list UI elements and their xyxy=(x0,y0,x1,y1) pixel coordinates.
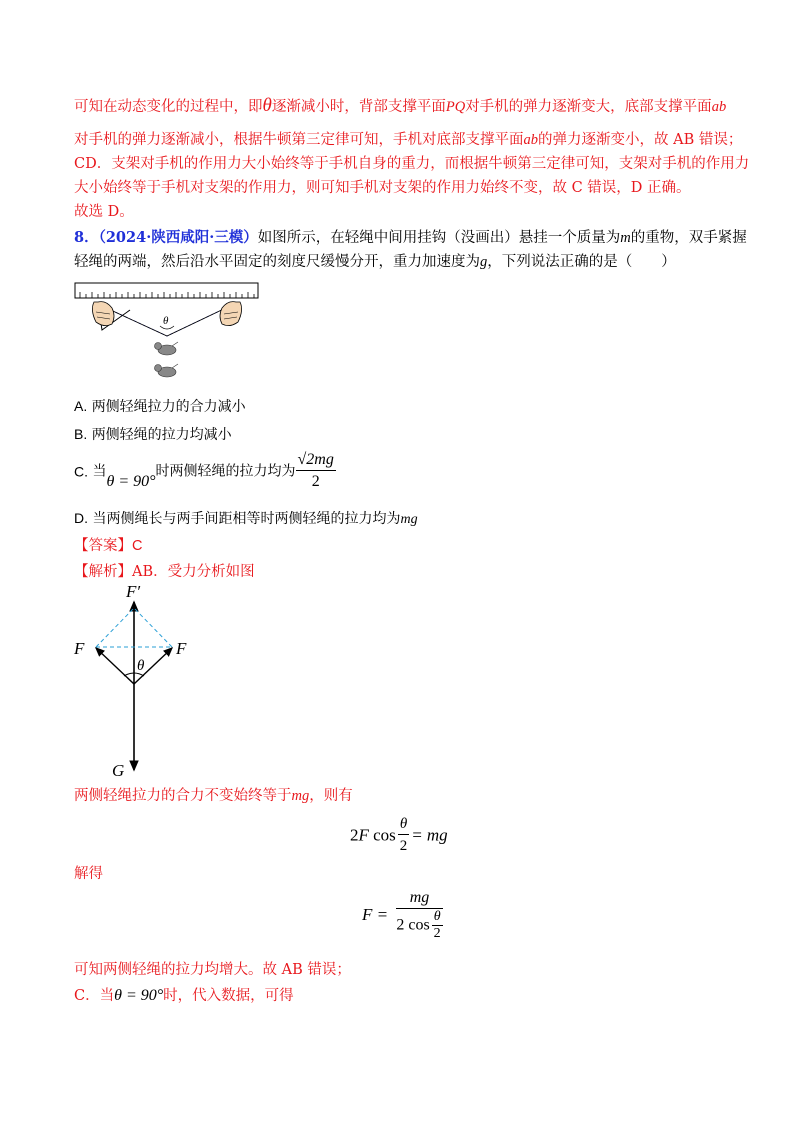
option-letter: C. xyxy=(74,463,88,480)
paragraph-line-1 xyxy=(74,96,726,117)
option-letter: A. xyxy=(74,398,88,414)
option-b xyxy=(74,424,232,445)
text-segment: ，则有 xyxy=(309,788,353,804)
option-text: 当 xyxy=(92,463,107,480)
paragraph-line-5: 故选 D。 xyxy=(74,204,134,220)
option-text: 两侧轻绳的拉力均减小 xyxy=(91,427,232,443)
conclusion-line: 可知两侧轻绳的拉力均增大。故 AB 错误； xyxy=(74,962,351,978)
option-letter: B. xyxy=(74,426,88,442)
equation-1 xyxy=(350,814,448,857)
label-g: G xyxy=(112,761,125,780)
text-segment: 时，代入数据，可得 xyxy=(163,988,294,1004)
answer-value: C xyxy=(132,538,143,554)
left-hand-icon xyxy=(92,302,114,326)
question-number: 8． xyxy=(74,229,99,246)
question-8-line-1 xyxy=(74,228,747,248)
question-8-line-2 xyxy=(74,252,676,272)
option-a xyxy=(74,396,246,417)
label-f-prime: F′ xyxy=(126,584,141,601)
label-theta: θ xyxy=(137,658,145,674)
g-symbol: g xyxy=(480,254,488,270)
label-f-right: F xyxy=(176,639,187,658)
option-c xyxy=(74,450,336,500)
paragraph-line-3: CD．支架对手机的作用力大小始终等于手机自身的重力，而根据牛顿第三定律可知，支架对手机的作用力 xyxy=(74,156,750,172)
eq2-left: F = xyxy=(362,905,389,924)
answer-label: 【答案】 xyxy=(74,538,132,554)
m-symbol: m xyxy=(620,230,631,246)
analysis-line xyxy=(74,562,255,582)
question-source: （2024·陕西咸阳·三模） xyxy=(98,229,258,246)
option-text: 当两侧绳长与两手间距相等时两侧轻绳的拉力均为 xyxy=(92,511,401,527)
text-segment: 对手机的弹力逐渐变大，底部支撑平面 xyxy=(465,99,712,115)
solve-label: 解得 xyxy=(74,866,103,882)
right-hand-icon xyxy=(220,302,242,326)
paragraph-line-2 xyxy=(74,130,742,150)
force-diagram xyxy=(70,584,200,780)
text-segment: C．当 xyxy=(74,988,115,1004)
text-segment: 轻绳的两端，然后沿水平固定的刻度尺缓慢分开，重力加速度为 xyxy=(74,254,480,270)
answer-line xyxy=(74,536,142,556)
paragraph-line-4: 大小始终等于手机对支架的作用力，则可知手机对支架的作用力始终不变，故 C 错误，D 正确。 xyxy=(74,180,691,196)
mg-symbol: mg xyxy=(291,788,310,804)
analysis-label: 【解析】 xyxy=(74,564,132,580)
eq1-left: 2F cos xyxy=(350,825,396,845)
option-c-analysis xyxy=(74,986,294,1006)
option-text: 两侧轻绳拉力的合力减小 xyxy=(91,399,246,415)
ruler-hands-figure xyxy=(72,280,262,385)
text-segment: 对手机的弹力逐渐减小，根据牛顿第三定律可知，手机对底部支撑平面 xyxy=(74,132,524,148)
ab-symbol: ab xyxy=(523,132,538,148)
text-segment: 如图所示，在轻绳中间用挂钩（没画出）悬挂一个质量为 xyxy=(257,230,621,246)
text-segment: 的重物，双手紧握 xyxy=(630,230,747,246)
option-text: 时两侧轻绳的拉力均为 xyxy=(155,463,296,480)
text-segment: ，下列说法正确的是（ ） xyxy=(487,254,676,270)
eq1-right: = mg xyxy=(411,825,448,845)
ruler-icon xyxy=(75,283,258,298)
analysis-text-1 xyxy=(74,786,353,806)
cat-weight-icon xyxy=(155,342,179,377)
label-f-left: F xyxy=(74,639,85,658)
figure-theta-label: θ xyxy=(163,315,169,327)
ab-symbol: ab xyxy=(711,99,727,115)
text-segment: 可知在动态变化的过程中，即 xyxy=(74,99,263,115)
equation-2 xyxy=(362,888,443,942)
pq-symbol: PQ xyxy=(445,99,466,115)
sqrt2-mg-over-2: $\frac{√2mg}{2}$ xyxy=(297,451,334,490)
option-letter: D. xyxy=(74,510,88,526)
left-tension-arrow xyxy=(96,648,134,684)
analysis-intro: AB．受力分析如图 xyxy=(132,564,255,580)
option-d xyxy=(74,508,418,530)
mg-symbol: mg xyxy=(400,512,418,527)
text-segment: 逐渐减小时，背部支撑平面 xyxy=(271,99,446,115)
eq1-fraction: $\frac{\theta}{2}$ xyxy=(399,816,408,854)
text-segment: 两侧轻绳拉力的合力不变始终等于 xyxy=(74,788,292,804)
eq2-fraction: mg 2 cos $\frac{\theta}{2}$ xyxy=(396,889,441,941)
text-segment: 的弹力逐渐变小，故 AB 错误； xyxy=(538,132,743,148)
theta-symbol: θ xyxy=(262,95,272,116)
theta-90-condition: θ = 90° xyxy=(106,472,156,490)
theta-90-condition: θ = 90° xyxy=(114,987,164,1004)
